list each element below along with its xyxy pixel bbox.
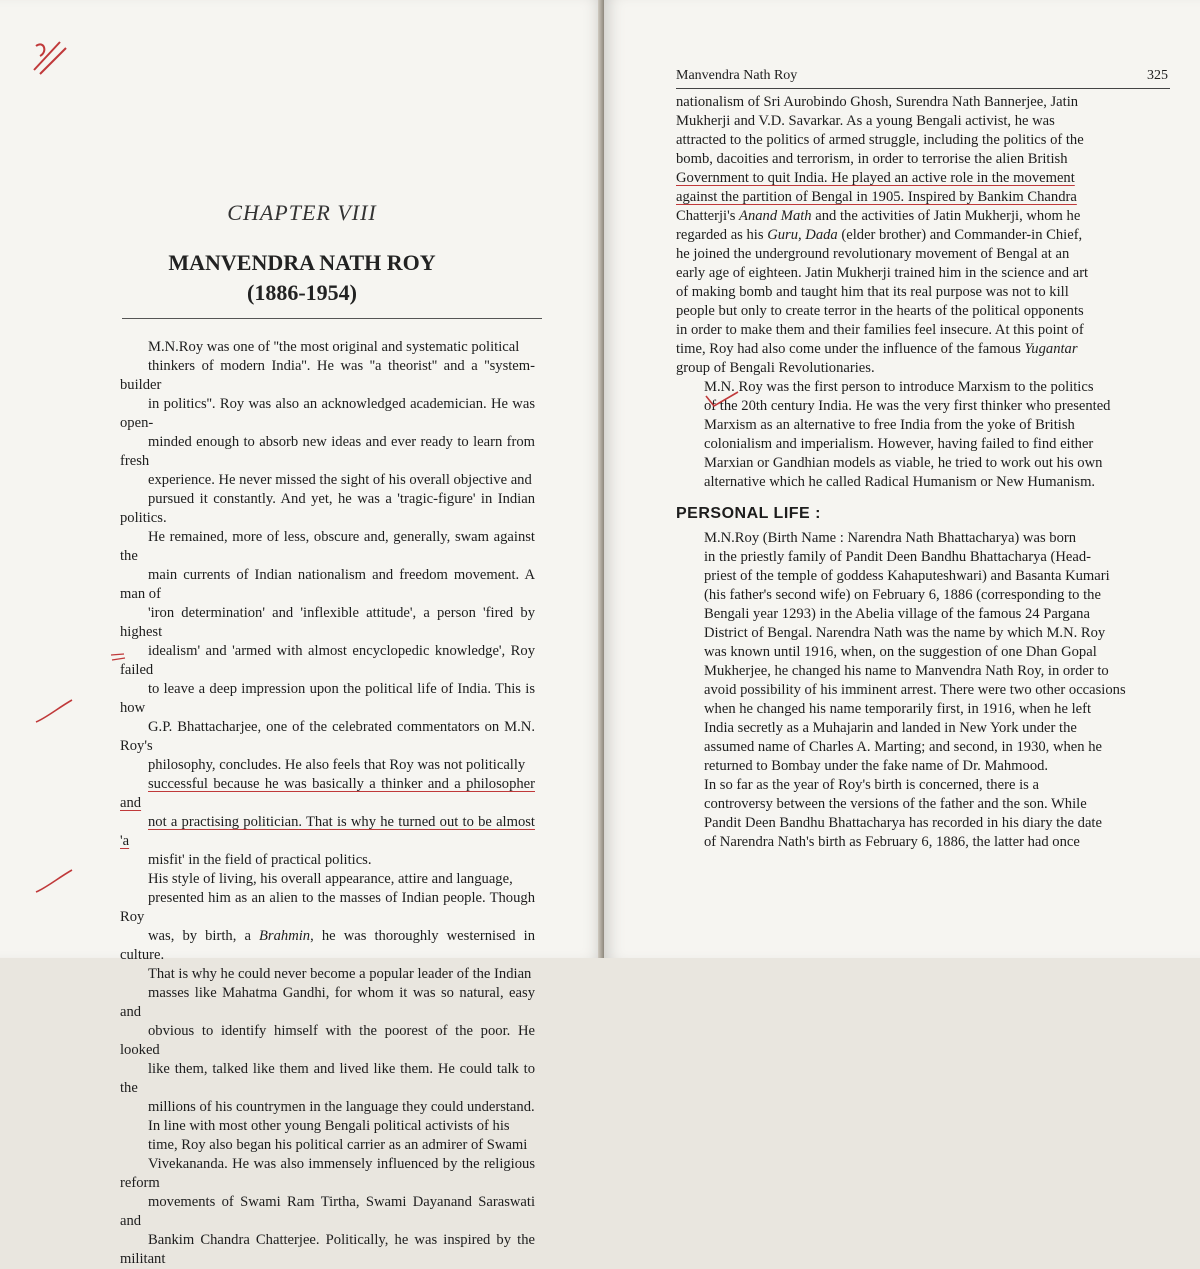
text-line: minded enough to absorb new ideas and ever ready to learn from fresh — [120, 434, 535, 469]
text-line: In so far as the year of Roy's birth is concerned, there is a — [704, 777, 1039, 793]
text-line-underlined: successful because he was basically a thinker and a philosopher and — [120, 776, 535, 811]
text-line: Vivekananda. He was also immensely influenced by the religious reform — [120, 1156, 535, 1191]
text-line: Bankim Chandra Chatterjee. Politically, he was inspired by the militant — [120, 1232, 535, 1267]
text-line: movements of Swami Ram Tirtha, Swami Dayanand Saraswati and — [120, 1194, 535, 1229]
text-line: nationalism of Sri Aurobindo Ghosh, Surendra Nath Bannerjee, Jatin — [676, 94, 1079, 110]
text-line: presented him as an alien to the masses of Indian people. Though Roy — [120, 890, 535, 925]
text-line: millions of his countrymen in the language they could understand. — [148, 1099, 535, 1115]
text-line: in order to make them and their families feel insecure. At this point of — [676, 322, 1084, 338]
text-line: obvious to identify himself with the poorest of the poor. He looked — [120, 1023, 535, 1058]
italic-term: Brahmin — [259, 928, 311, 944]
text-run: time, Roy had also come under the influence of the famous — [676, 341, 1025, 357]
right-body-text — [676, 93, 1164, 852]
margin-check-mark-icon — [34, 696, 74, 726]
chapter-label: CHAPTER VIII — [227, 200, 377, 225]
text-line: He remained, more of less, obscure and, generally, swam against the — [120, 529, 535, 564]
left-body-text — [120, 338, 535, 1269]
text-line: controversy between the versions of the father and the son. While — [704, 796, 1087, 812]
paragraph — [676, 529, 1164, 776]
text-line: was known until 1916, when, on the suggestion of one Dhan Gopal — [704, 644, 1097, 660]
text-line: of Narendra Nath's birth as February 6, 1886, the latter had once — [704, 834, 1080, 850]
text-run: was, by birth, a — [148, 928, 260, 944]
text-line: alternative which he called Radical Humanism or New Humanism. — [704, 474, 1096, 490]
text-run: Chatterji's — [676, 208, 740, 224]
section-heading: PERSONAL LIFE : — [676, 505, 821, 522]
text-line: Mukherji and V.D. Savarkar. As a young Bengali activist, he was — [676, 113, 1055, 129]
chapter-title-block — [0, 248, 604, 308]
page-number: 325 — [1147, 68, 1168, 83]
running-head: Manvendra Nath Roy — [676, 68, 798, 83]
text-line: District of Bengal. Narendra Nath was the name by which M.N. Roy — [704, 625, 1106, 641]
paragraph — [120, 870, 535, 1117]
text-line: like them, talked like them and lived like them. He could talk to the — [120, 1061, 535, 1096]
paragraph — [676, 93, 1164, 378]
text-line: early age of eighteen. Jatin Mukherji trained him in the science and art — [676, 265, 1089, 281]
text-line: bomb, dacoities and terrorism, in order to terrorise the alien British — [676, 151, 1068, 167]
text-line-underlined: against the partition of Bengal in 1905. Inspired by Bankim Chandra — [676, 189, 1077, 205]
text-line: Bengali year 1293) in the Abelia village of the famous 24 Pargana — [704, 606, 1090, 622]
text-line: India secretly as a Muhajarin and landed in New York under the — [704, 720, 1077, 736]
text-line: (his father's second wife) on February 6, 1886 (corresponding to the — [704, 587, 1101, 603]
chapter-title: MANVENDRA NATH ROY — [168, 250, 436, 275]
title-rule — [122, 318, 542, 319]
text-run: and the activities of Jatin Mukherji, whom he — [811, 208, 1081, 224]
text-line: Pandit Deen Bandhu Bhattacharya has recorded in his diary the date — [704, 815, 1102, 831]
text-line: That is why he could never become a popular leader of the Indian — [148, 966, 532, 982]
text-line: he joined the underground revolutionary movement of Bengal at an — [676, 246, 1070, 262]
right-page — [604, 0, 1200, 958]
text-line: M.N.Roy (Birth Name : Narendra Nath Bhattacharya) was born — [704, 530, 1077, 546]
text-line: pursued it constantly. And yet, he was a 'tragic-figure' in Indian politics. — [120, 491, 535, 526]
text-line: misfit' in the field of practical politics. — [148, 852, 372, 868]
text-line: M.N. Roy was the first person to introduce Marxism to the politics — [704, 379, 1094, 395]
text-line — [120, 927, 535, 965]
text-line: In line with most other young Bengali political activists of his — [148, 1118, 510, 1134]
text-line: Marxian or Gandhian models as viable, he tried to work out his own — [704, 455, 1103, 471]
text-line: philosophy, concludes. He also feels that Roy was not politically — [148, 757, 526, 773]
text-line: people but only to create terror in the hearts of the political opponents — [676, 303, 1084, 319]
text-line: idealism' and 'armed with almost encyclopedic knowledge', Roy failed — [120, 643, 535, 678]
text-line: avoid possibility of his imminent arrest. There were two other occasions — [704, 682, 1126, 698]
text-line — [676, 226, 1164, 245]
paragraph — [120, 338, 535, 870]
margin-check-mark-icon — [704, 390, 740, 410]
margin-pen-mark-icon — [30, 38, 70, 78]
text-line: His style of living, his overall appearance, attire and language, — [148, 871, 513, 887]
text-line: group of Bengali Revolutionaries. — [676, 360, 875, 376]
text-line: experience. He never missed the sight of his overall objective and — [148, 472, 532, 488]
text-line: Marxism as an alternative to free India from the yoke of British — [704, 417, 1075, 433]
margin-tick-icon — [110, 652, 126, 662]
text-line: attracted to the politics of armed struggle, including the politics of the — [676, 132, 1084, 148]
text-line: priest of the temple of goddess Kahaputeshwari) and Basanta Kumari — [704, 568, 1110, 584]
italic-term: Anand Math — [739, 208, 812, 224]
paragraph — [676, 378, 1164, 492]
text-line: time, Roy also began his political carrier as an admirer of Swami — [148, 1137, 528, 1153]
text-run: , he was thoroughly westernised in culture. — [120, 928, 535, 963]
paragraph — [120, 1117, 535, 1269]
margin-check-mark-icon — [34, 866, 74, 896]
text-line: colonialism and imperialism. However, having failed to find either — [704, 436, 1094, 452]
text-line-underlined: not a practising politician. That is why he turned out to be almost 'a — [120, 814, 535, 849]
text-line: to leave a deep impression upon the political life of India. This is how — [120, 681, 535, 716]
text-line: 'iron determination' and 'inflexible attitude', a person 'fired by highest — [120, 605, 535, 640]
text-line — [676, 207, 1164, 226]
text-run: (elder brother) and Commander-in Chief, — [837, 227, 1083, 243]
text-line: of the 20th century India. He was the very first thinker who presented — [704, 398, 1111, 414]
text-line: G.P. Bhattacharjee, one of the celebrated commentators on M.N. Roy's — [120, 719, 535, 754]
text-run: regarded as his — [676, 227, 768, 243]
chapter-years: (1886-1954) — [247, 280, 357, 305]
text-line: in the priestly family of Pandit Deen Bandhu Bhattacharya (Head- — [704, 549, 1092, 565]
text-line: thinkers of modern India''. He was ''a theorist'' and a ''system-builder — [120, 358, 535, 393]
text-line-underlined: Government to quit India. He played an active role in the movement — [676, 170, 1075, 186]
text-line: Mukherjee, he changed his name to Manvendra Nath Roy, in order to — [704, 663, 1109, 679]
paragraph — [676, 776, 1164, 852]
text-line: of making bomb and taught him that its real purpose was not to kill — [676, 284, 1069, 300]
text-line: M.N.Roy was one of ''the most original and systematic political — [148, 339, 520, 355]
text-line: in politics''. Roy was also an acknowledged academician. He was open- — [120, 396, 535, 431]
text-line: assumed name of Charles A. Marting; and second, in 1930, when he — [704, 739, 1102, 755]
text-line — [676, 340, 1164, 359]
text-line: returned to Bombay under the fake name of Dr. Mahmood. — [704, 758, 1049, 774]
text-line: when he changed his name temporarily first, in 1916, when he left — [704, 701, 1092, 717]
text-line: main currents of Indian nationalism and freedom movement. A man of — [120, 567, 535, 602]
italic-term: Guru, Dada — [767, 227, 838, 243]
text-line: masses like Mahatma Gandhi, for whom it was so natural, easy and — [120, 985, 535, 1020]
italic-term: Yugantar — [1024, 341, 1078, 357]
header-rule — [676, 88, 1170, 89]
